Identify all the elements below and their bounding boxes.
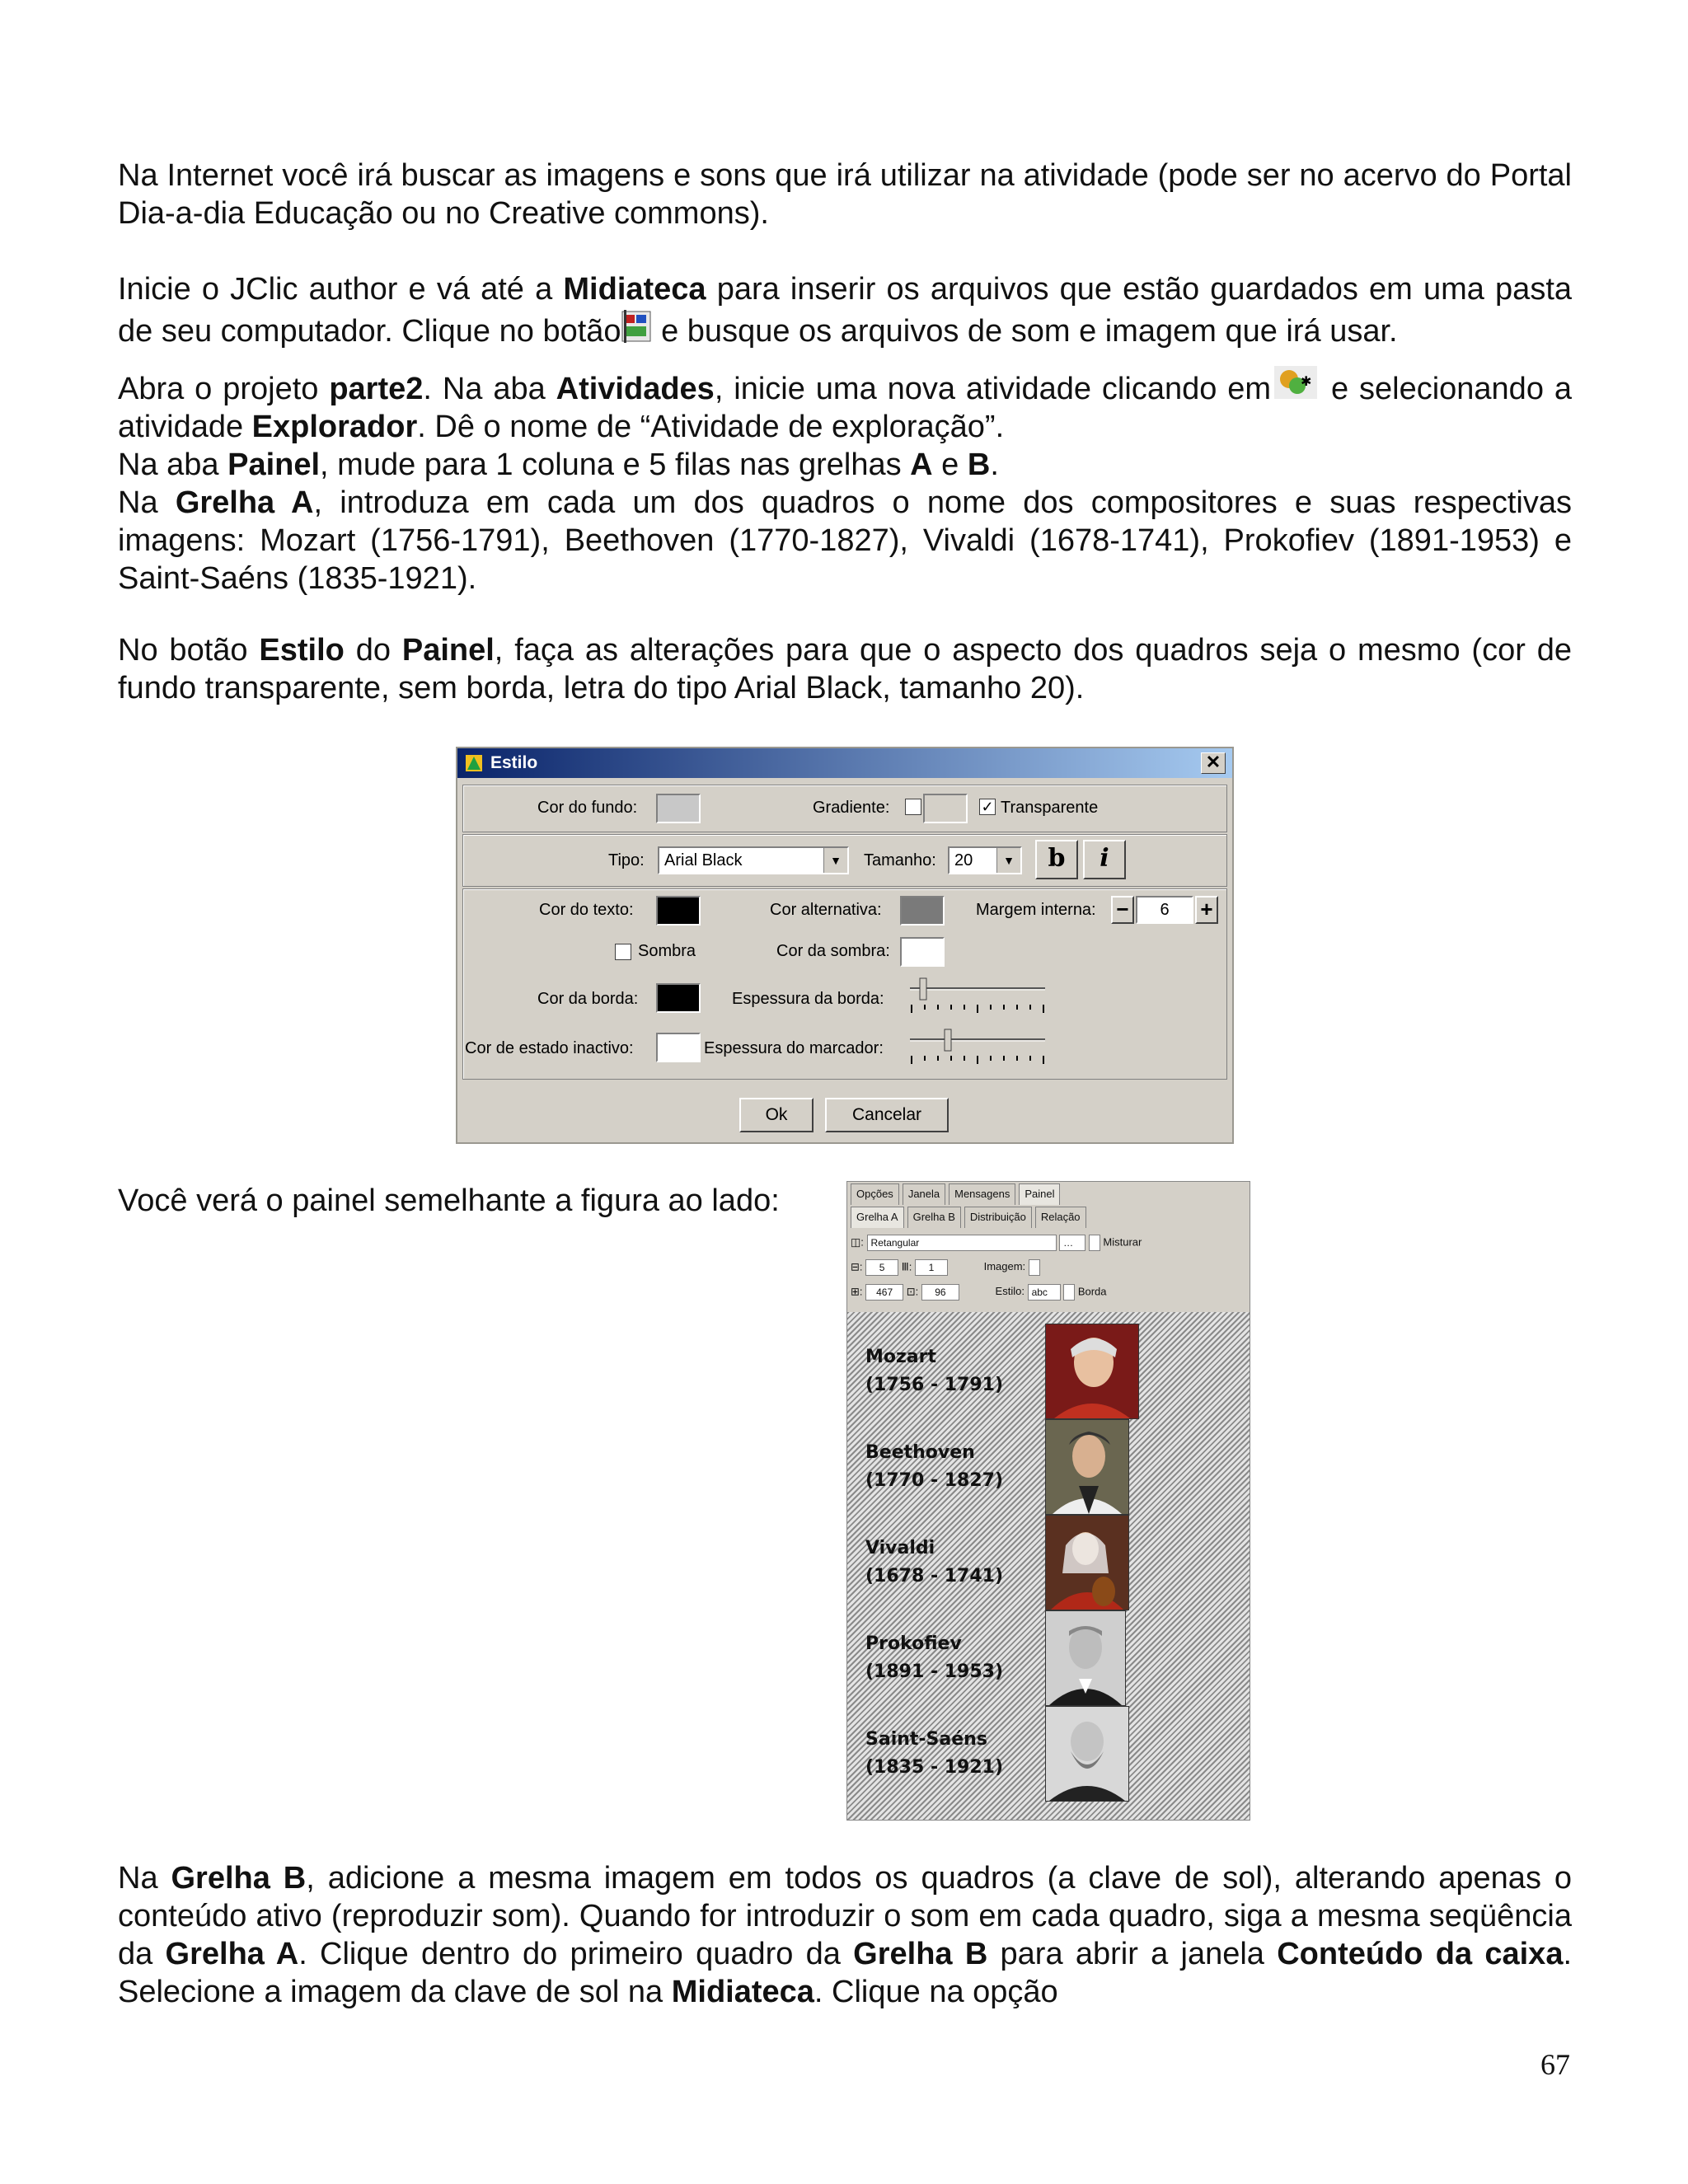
- shape-icon: ◫:: [851, 1235, 864, 1249]
- text-run: e selecionando a atividade: [118, 372, 1572, 444]
- paragraph-intro: [118, 157, 1572, 232]
- margem-input[interactable]: 6: [1136, 896, 1193, 924]
- dialog-titlebar: [457, 748, 1232, 778]
- composer-name: Beethoven: [865, 1442, 975, 1463]
- text-run: . Selecione a imagem da clave de sol na: [118, 1937, 1573, 2009]
- misturar-label: Misturar: [1103, 1235, 1142, 1249]
- tipo-value: Arial Black: [664, 851, 743, 869]
- add-media-icon: [621, 308, 653, 344]
- cor-sombra-label: Cor da sombra:: [776, 942, 890, 960]
- shape-options-button[interactable]: …: [1059, 1235, 1085, 1251]
- width-icon: ⊞:: [851, 1285, 863, 1298]
- cols-icon: Ⅲ:: [901, 1260, 912, 1273]
- painel-panel: [846, 1181, 1250, 1821]
- text-run: No botão: [118, 633, 260, 668]
- misturar-checkbox[interactable]: [1089, 1235, 1100, 1251]
- composer-name: Vivaldi: [865, 1538, 935, 1558]
- espessura-borda-label: Espessura da borda:: [732, 990, 884, 1008]
- tab-grelha-a[interactable]: Grelha A: [851, 1207, 904, 1228]
- bold-button[interactable]: b: [1035, 840, 1078, 879]
- chevron-down-icon: ▼: [996, 848, 1020, 873]
- tab-mensagens[interactable]: Mensagens: [949, 1183, 1015, 1205]
- bold-grelha-a: Grelha A: [165, 1937, 299, 1971]
- imagem-checkbox[interactable]: [1029, 1259, 1040, 1276]
- composer-dates: (1891 - 1953): [865, 1661, 1004, 1682]
- cor-estado-label: Cor de estado inactivo:: [465, 1039, 634, 1057]
- width-input[interactable]: 467: [865, 1284, 903, 1301]
- sombra-checkbox[interactable]: [615, 944, 631, 960]
- cor-sombra-swatch[interactable]: [900, 937, 945, 967]
- rows-icon: ⊟:: [851, 1260, 863, 1273]
- new-activity-icon: [1271, 366, 1320, 402]
- composer-dates: (1835 - 1921): [865, 1757, 1004, 1778]
- bold-atividades: Atividades: [556, 372, 715, 406]
- italic-button[interactable]: i: [1083, 840, 1126, 879]
- height-input[interactable]: 96: [921, 1284, 959, 1301]
- composer-name: Mozart: [865, 1347, 937, 1367]
- bold-grelha-b: Grelha B: [171, 1861, 307, 1896]
- espessura-marcador-slider[interactable]: [908, 1026, 1048, 1067]
- margem-interna-label: Margem interna:: [976, 901, 1096, 919]
- bold-parte2: parte2: [329, 372, 424, 406]
- paragraph-painel-preview: [118, 1182, 843, 1220]
- composer-cell-beethoven: [865, 1439, 1003, 1495]
- text-run: , inicie uma nova atividade clicando em: [714, 372, 1272, 406]
- bold-midiateca: Midiateca: [563, 272, 706, 307]
- text-run: Na: [118, 1861, 171, 1896]
- text-run: Você verá o painel semelhante a figura ao lado:: [118, 1183, 780, 1218]
- cor-borda-label: Cor da borda:: [537, 990, 639, 1008]
- tipo-label: Tipo:: [608, 851, 645, 869]
- espessura-marcador-label: Espessura do marcador:: [704, 1039, 884, 1057]
- close-button[interactable]: ✕: [1201, 752, 1226, 774]
- gradiente-label: Gradiente:: [813, 799, 890, 817]
- vivaldi-portrait: [1045, 1515, 1129, 1610]
- tab-opcoes[interactable]: Opções: [851, 1183, 899, 1205]
- background-group: [462, 785, 1227, 832]
- text-run: , adicione a mesma imagem em todos os quadros (a clave de sol), alterando apenas o conteúdo ativo (reproduzir som). Quando for introduzir o som em cada quadro, siga a mesma seqüência da: [118, 1861, 1572, 1971]
- chevron-down-icon: ▼: [823, 848, 847, 873]
- rows-input[interactable]: 5: [865, 1259, 898, 1276]
- transparente-label: Transparente: [1001, 799, 1099, 817]
- panel-subtabs: [851, 1207, 1086, 1228]
- svg-text:✱: ✱: [1301, 373, 1312, 389]
- gradiente-swatch[interactable]: [923, 794, 968, 823]
- cancelar-button[interactable]: Cancelar: [825, 1098, 949, 1132]
- composer-dates: (1770 - 1827): [865, 1470, 1004, 1491]
- jclic-icon: [464, 753, 484, 773]
- text-run: , introduza em cada um dos quadros o nome dos compositores e suas respectivas imagens: Mozart (1756-1791), Beethoven (1770-1827), Vivaldi (1678-1741), Prokofiev (1891-1953) e Saint-Saéns (1835-1921).: [118, 485, 1572, 596]
- text-run: Na aba: [118, 448, 228, 482]
- text-run: , faça as alterações para que o aspecto dos quadros seja o mesmo (cor de fundo transparente, sem borda, letra do tipo Arial Black, tamanho 20).: [118, 633, 1572, 705]
- text-run: e: [932, 448, 968, 482]
- text-run: .: [990, 448, 999, 482]
- tamanho-value: 20: [954, 851, 973, 869]
- cor-fundo-label: Cor do fundo:: [537, 799, 638, 817]
- dialog-title: Estilo: [490, 753, 538, 772]
- bold-explorador: Explorador: [251, 410, 418, 444]
- imagem-label: Imagem:: [983, 1260, 1026, 1273]
- paragraph-estilo: [118, 631, 1572, 707]
- cor-texto-swatch[interactable]: [656, 896, 701, 926]
- size-row: [851, 1284, 1107, 1301]
- paragraph-intro-text: Na Internet você irá buscar as imagens e sons que irá utilizar na atividade (pode ser no acervo do Portal Dia-a-dia Educação ou no Creative commons).: [118, 158, 1572, 231]
- tab-janela[interactable]: Janela: [903, 1183, 945, 1205]
- bold-painel: Painel: [227, 448, 321, 482]
- tab-distribuicao[interactable]: Distribuição: [964, 1207, 1032, 1228]
- espessura-borda-slider[interactable]: [908, 975, 1048, 1016]
- composer-cell-saint-saens: [865, 1726, 1003, 1782]
- composer-cell-vivaldi: [865, 1535, 1003, 1591]
- tamanho-label: Tamanho:: [864, 851, 936, 869]
- composer-dates: (1678 - 1741): [865, 1566, 1004, 1586]
- text-run: do: [344, 633, 402, 668]
- bold-grelha-a: Grelha A: [175, 485, 314, 520]
- cor-alternativa-label: Cor alternativa:: [770, 901, 882, 919]
- page-number: 67: [1540, 2048, 1570, 2081]
- shape-row: [851, 1235, 1142, 1251]
- tamanho-select[interactable]: [948, 846, 1022, 874]
- ok-button[interactable]: Ok: [739, 1098, 814, 1132]
- beethoven-portrait: [1045, 1419, 1129, 1515]
- cor-texto-label: Cor do texto:: [539, 901, 634, 919]
- margem-increment-button[interactable]: +: [1195, 896, 1218, 924]
- transparente-checkbox[interactable]: ✓: [979, 799, 996, 815]
- cols-input[interactable]: 1: [915, 1259, 948, 1276]
- tab-relacao[interactable]: Relação: [1035, 1207, 1086, 1228]
- borda-checkbox[interactable]: [1063, 1284, 1075, 1301]
- shape-select[interactable]: Retangular: [867, 1235, 1057, 1251]
- sombra-label: Sombra: [638, 942, 696, 960]
- bold-conteudo-caixa: Conteúdo da caixa: [1277, 1937, 1564, 1971]
- height-icon: ⊡:: [906, 1285, 919, 1298]
- text-run: e busque os arquivos de som e imagem que irá usar.: [652, 314, 1398, 349]
- text-run: para inserir os arquivos que estão guardados em uma pasta de seu computador. Clique no botão: [118, 272, 1573, 349]
- text-run: Inicie o JClic author e vá até a: [118, 272, 564, 307]
- text-run: . Na aba: [423, 372, 556, 406]
- tab-painel[interactable]: Painel: [1019, 1183, 1060, 1205]
- margem-decrement-button[interactable]: −: [1111, 896, 1134, 924]
- paragraph-midiateca: [118, 270, 1572, 350]
- estilo-label: Estilo:: [995, 1285, 1025, 1298]
- panel-tabs: [851, 1183, 1060, 1205]
- composer-name: Saint-Saéns: [865, 1729, 987, 1750]
- composer-cell-prokofiev: [865, 1630, 1003, 1686]
- grelha-a-preview: [847, 1312, 1250, 1820]
- estilo-dialog: [456, 747, 1234, 1144]
- bold-a: A: [910, 448, 933, 482]
- borda-label: Borda: [1077, 1285, 1107, 1298]
- composer-name: Prokofiev: [865, 1633, 962, 1654]
- rows-cols-row: [851, 1259, 1040, 1276]
- composer-cell-mozart: [865, 1343, 1003, 1399]
- cor-alternativa-swatch[interactable]: [900, 896, 945, 926]
- bold-grelha-b: Grelha B: [853, 1937, 988, 1971]
- bold-estilo: Estilo: [259, 633, 345, 668]
- paragraph-grelha-b: [118, 1859, 1572, 2011]
- text-run: Na: [118, 485, 176, 520]
- gradiente-checkbox[interactable]: [905, 799, 921, 815]
- text-run: . Dê o nome de “Atividade de exploração”.: [417, 410, 1005, 444]
- bold-b: B: [967, 448, 991, 482]
- text-run: para abrir a janela: [987, 1937, 1278, 1971]
- font-group: [462, 834, 1227, 887]
- bold-painel: Painel: [401, 633, 495, 668]
- cor-estado-swatch[interactable]: [656, 1033, 701, 1062]
- text-run: Abra o projeto: [118, 372, 330, 406]
- cor-fundo-swatch[interactable]: [656, 794, 701, 823]
- estilo-button[interactable]: abc: [1028, 1284, 1061, 1301]
- mozart-portrait: [1045, 1324, 1139, 1419]
- tipo-select[interactable]: [658, 846, 849, 874]
- composer-dates: (1756 - 1791): [865, 1375, 1004, 1395]
- bold-midiateca: Midiateca: [671, 1975, 814, 2009]
- prokofiev-portrait: [1045, 1610, 1126, 1706]
- paragraph-project: [118, 366, 1572, 598]
- text-run: , mude para 1 coluna e 5 filas nas grelhas: [320, 448, 911, 482]
- tab-grelha-b[interactable]: Grelha B: [907, 1207, 961, 1228]
- text-run: . Clique dentro do primeiro quadro da: [298, 1937, 854, 1971]
- text-run: . Clique na opção: [814, 1975, 1058, 2009]
- cor-borda-swatch[interactable]: [656, 983, 701, 1013]
- saint-saens-portrait: [1045, 1706, 1129, 1802]
- colors-group: [462, 888, 1227, 1080]
